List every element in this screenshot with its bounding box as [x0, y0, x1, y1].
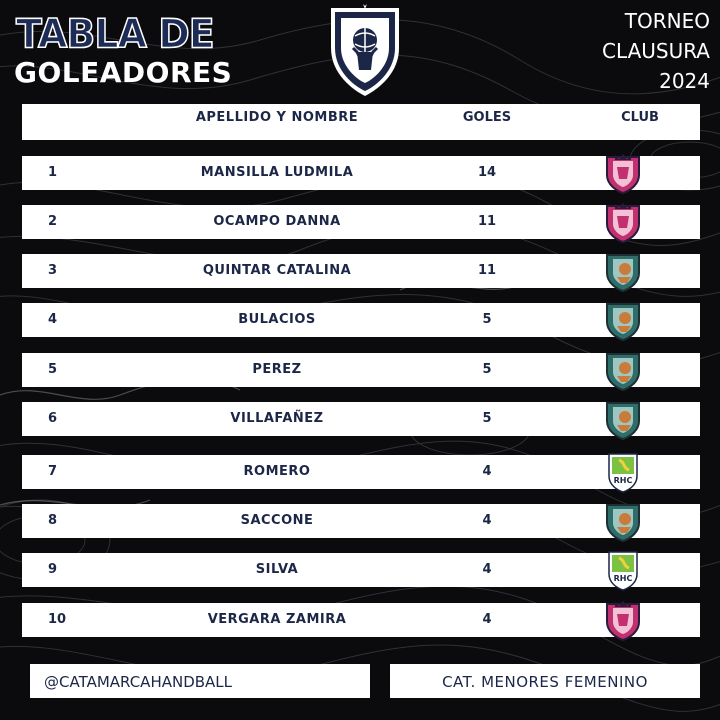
column-header-goals: GOLES [462, 110, 512, 125]
tournament-info [602, 6, 710, 96]
player-name: VERGARA ZAMIRA [207, 612, 347, 627]
player-name: ROMERO [243, 464, 311, 479]
table-row [22, 455, 700, 489]
row-position: 6 [48, 411, 58, 426]
player-name: MANSILLA LUDMILA [200, 165, 354, 180]
teal-club-crest-icon [601, 298, 645, 342]
table-row [22, 353, 700, 387]
svg-text:RHC: RHC [613, 574, 633, 583]
goal-count: 11 [477, 214, 497, 229]
table-row [22, 205, 700, 239]
category-label: CAT. MENORES FEMENINO [390, 664, 700, 698]
table-row [22, 254, 700, 288]
goal-count: 4 [482, 464, 492, 479]
table-row [22, 603, 700, 637]
goal-count: 4 [482, 513, 492, 528]
column-header-name: APELLIDO Y NOMBRE [195, 110, 359, 125]
row-position: 2 [48, 214, 58, 229]
player-name: OCAMPO DANNA [213, 214, 341, 229]
goal-count: 4 [482, 562, 492, 577]
rhc-club-crest-icon [601, 450, 645, 494]
table-row [22, 303, 700, 337]
tournament-year: 2024 [659, 69, 710, 93]
tournament-line-1: TORNEO [624, 9, 710, 33]
pink-club-crest-icon [601, 598, 645, 642]
table-header [22, 104, 700, 140]
goal-count: 5 [482, 411, 492, 426]
pink-club-crest-icon [601, 151, 645, 195]
table-row [22, 553, 700, 587]
column-header-club: CLUB [621, 110, 659, 125]
row-position: 7 [48, 464, 58, 479]
player-name: SACCONE [240, 513, 314, 528]
player-name: PEREZ [252, 362, 302, 377]
page-title: TABLA DE [16, 10, 214, 58]
teal-club-crest-icon [601, 249, 645, 293]
teal-club-crest-icon [601, 499, 645, 543]
row-position: 3 [48, 263, 58, 278]
row-position: 4 [48, 312, 58, 327]
row-position: 10 [48, 612, 67, 627]
svg-text:RHC: RHC [613, 476, 633, 485]
goal-count: 5 [482, 362, 492, 377]
teal-club-crest-icon [601, 397, 645, 441]
page-subtitle: GOLEADORES [14, 56, 233, 89]
goal-count: 11 [477, 263, 497, 278]
tournament-line-2: CLAUSURA [602, 39, 710, 63]
row-position: 8 [48, 513, 58, 528]
teal-club-crest-icon [601, 348, 645, 392]
pink-club-crest-icon [601, 200, 645, 244]
player-name: VILLAFAÑEZ [230, 411, 324, 426]
table-row [22, 504, 700, 538]
goal-count: 14 [477, 165, 497, 180]
social-handle: @CATAMARCAHANDBALL [30, 664, 370, 698]
table-row [22, 156, 700, 190]
rhc-club-crest-icon [601, 548, 645, 592]
row-position: 9 [48, 562, 58, 577]
goal-count: 4 [482, 612, 492, 627]
table-row [22, 402, 700, 436]
player-name: SILVA [255, 562, 299, 577]
goal-count: 5 [482, 312, 492, 327]
player-name: BULACIOS [238, 312, 316, 327]
handball-league-logo-icon [327, 2, 403, 98]
row-position: 5 [48, 362, 58, 377]
player-name: QUINTAR CATALINA [202, 263, 352, 278]
row-position: 1 [48, 165, 58, 180]
